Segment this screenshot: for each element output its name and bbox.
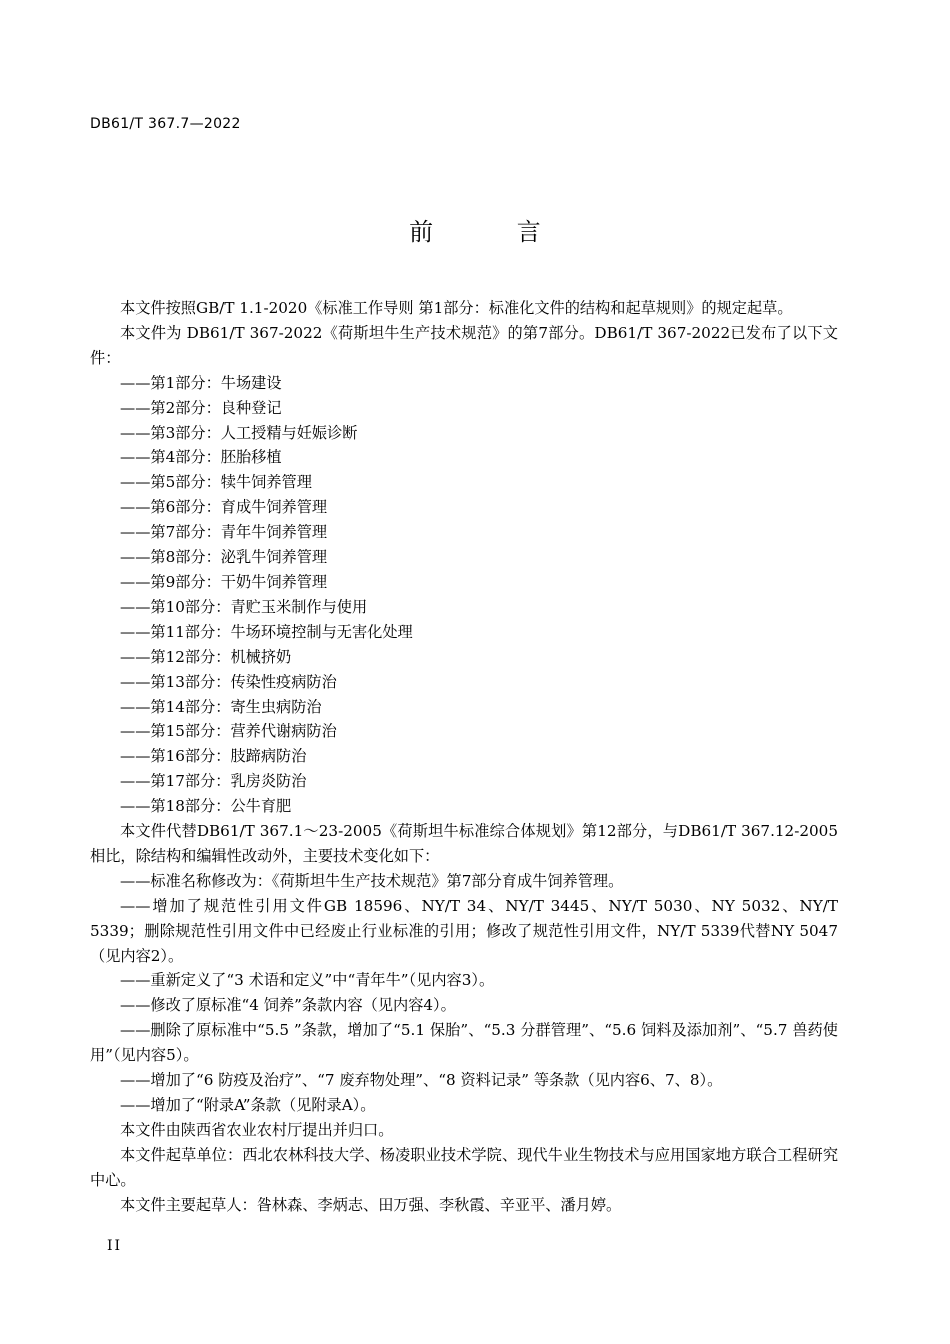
list-item: ——第16部分：肢蹄病防治 bbox=[120, 747, 307, 766]
page-number: II bbox=[107, 1238, 123, 1254]
list-item: ——第15部分：营养代谢病防治 bbox=[120, 722, 337, 741]
change-item: ——标准名称修改为：《荷斯坦牛生产技术规范》第7部分育成牛饲养管理。 bbox=[120, 871, 624, 890]
list-item: ——第9部分：干奶牛饲养管理 bbox=[120, 572, 328, 591]
list-item: ——第3部分：人工授精与妊娠诊断 bbox=[120, 423, 358, 442]
paragraph-drafters: 本文件主要起草人：昝林森、李炳志、田万强、李秋霞、辛亚平、潘月婷。 bbox=[120, 1195, 622, 1214]
change-item: ——重新定义了“3 术语和定义”中“青年牛”（见内容3）。 bbox=[120, 971, 495, 990]
list-item: ——第8部分：泌乳牛饲养管理 bbox=[120, 548, 328, 567]
list-item: ——第5部分：犊牛饲养管理 bbox=[120, 473, 312, 492]
page-title: 前 言 bbox=[409, 218, 579, 246]
list-item: ——第2部分：良种登记 bbox=[120, 398, 282, 417]
changes-list bbox=[90, 869, 838, 1118]
list-item: ——第12部分：机械挤奶 bbox=[120, 647, 292, 666]
paragraph-series-intro: 本文件为 DB61/T 367-2022《荷斯坦牛生产技术规范》的第7部分。DB61/T 367-2022已发布了以下文件： bbox=[90, 323, 838, 367]
list-item: ——第6部分：育成牛饲养管理 bbox=[120, 498, 328, 517]
change-item: ——增加了“6 防疫及治疗”、“7 废弃物处理”、“8 资料记录” 等条款（见内容6、7、8）。 bbox=[120, 1071, 723, 1090]
change-item: ——删除了原标准中“5.5 ”条款，增加了“5.1 保胎”、“5.3 分群管理”、“5.6 饲料及添加剂”、“5.7 兽药使用”（见内容5）。 bbox=[90, 1021, 838, 1065]
parts-list bbox=[90, 371, 838, 819]
list-item: ——第13部分：传染性疫病防治 bbox=[120, 672, 337, 691]
list-item: ——第14部分：寄生虫病防治 bbox=[120, 697, 322, 716]
list-item: ——第4部分：胚胎移植 bbox=[120, 448, 282, 467]
change-item: ——修改了原标准“4 饲养”条款内容（见内容4）。 bbox=[120, 996, 456, 1015]
list-item: ——第10部分：青贮玉米制作与使用 bbox=[120, 597, 368, 616]
list-item: ——第1部分：牛场建设 bbox=[120, 373, 282, 392]
change-item: ——增加了“附录A”条款（见附录A）。 bbox=[120, 1096, 376, 1114]
paragraph-drafting-units: 本文件起草单位：西北农林科技大学、杨凌职业技术学院、现代牛业生物技术与应用国家地方联合工程研究中心。 bbox=[90, 1145, 838, 1189]
change-item: ——增加了规范性引用文件GB 18596、NY/T 34、NY/T 3445、NY/T 5030、NY 5032、NY/T 5339；删除规范性引用文件中已经废止行业标准的引用；修改了规范性引用文件，NY/T 5339代替NY 5047（见内容2）。 bbox=[90, 896, 838, 965]
paragraph-proposer: 本文件由陕西省农业农村厅提出并归口。 bbox=[120, 1120, 394, 1139]
paragraph-drafting-basis: 本文件按照GB/T 1.1-2020《标准工作导则 第1部分：标准化文件的结构和起草规则》的规定起草。 bbox=[120, 299, 793, 317]
list-item: ——第7部分：青年牛饲养管理 bbox=[120, 523, 328, 542]
list-item: ——第18部分：公牛育肥 bbox=[120, 797, 292, 816]
list-item: ——第11部分：牛场环境控制与无害化处理 bbox=[120, 622, 413, 641]
document-code-header: DB61/T 367.7—2022 bbox=[90, 116, 241, 132]
paragraph-replacement-note: 本文件代替DB61/T 367.1～23-2005《荷斯坦牛标准综合体规划》第12部分，与DB61/T 367.12-2005相比，除结构和编辑性改动外，主要技术变化如下： bbox=[90, 822, 838, 865]
foreword-body bbox=[90, 296, 838, 1218]
list-item: ——第17部分：乳房炎防治 bbox=[120, 772, 307, 791]
